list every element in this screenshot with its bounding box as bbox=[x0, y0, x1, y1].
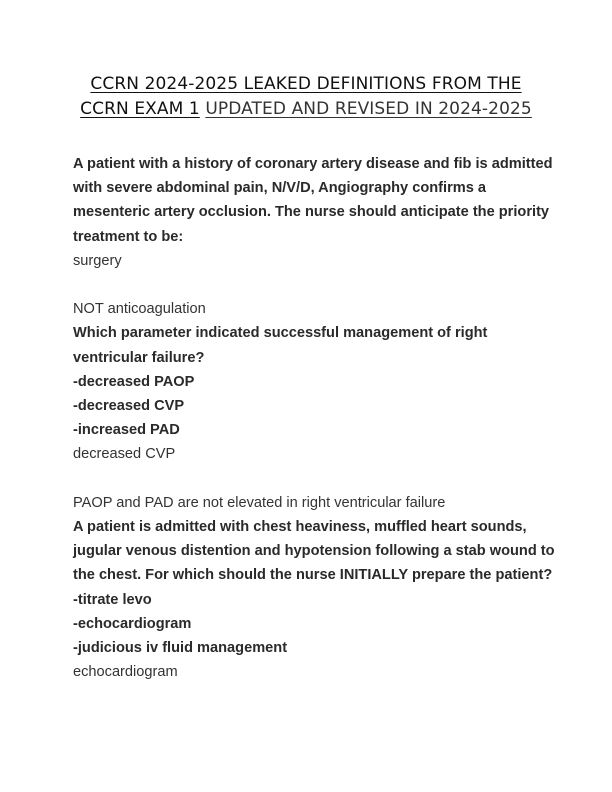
question-option: -decreased PAOP bbox=[73, 373, 195, 390]
question-option: -titrate levo bbox=[73, 591, 152, 608]
question-line: with severe abdominal pain, N/V/D, Angiography confirms a bbox=[73, 180, 487, 197]
answer-3: echocardiogram bbox=[73, 664, 178, 681]
question-line: mesenteric artery occlusion. The nurse should anticipate the priority bbox=[73, 204, 550, 221]
explanation-1: NOT anticoagulation bbox=[73, 301, 206, 318]
question-line: ventricular failure? bbox=[73, 349, 205, 366]
qa-content bbox=[73, 152, 555, 684]
question-option: -increased PAD bbox=[73, 422, 180, 439]
answer-1: surgery bbox=[73, 252, 122, 269]
question-line: jugular venous distention and hypotension following a stab wound to bbox=[73, 543, 555, 560]
spacer bbox=[73, 467, 543, 491]
question-2 bbox=[73, 321, 543, 442]
question-1 bbox=[73, 152, 553, 249]
document-title bbox=[56, 72, 556, 122]
question-option: -judicious iv fluid management bbox=[73, 640, 288, 657]
answer-2: decreased CVP bbox=[73, 446, 176, 463]
spacer bbox=[73, 273, 543, 297]
question-line: A patient is admitted with chest heaviness, muffled heart sounds, bbox=[73, 519, 527, 536]
question-line: A patient with a history of coronary artery disease and fib is admitted bbox=[73, 156, 553, 172]
question-line: treatment to be: bbox=[73, 228, 184, 245]
question-line: Which parameter indicated successful management of right bbox=[73, 325, 488, 342]
title-exam-label: CCRN EXAM 1 bbox=[80, 99, 200, 119]
question-3 bbox=[73, 515, 555, 660]
explanation-2: PAOP and PAD are not elevated in right ventricular failure bbox=[73, 494, 446, 511]
question-option: -decreased CVP bbox=[73, 398, 185, 415]
question-option: -echocardiogram bbox=[73, 615, 192, 632]
question-line: the chest. For which should the nurse INITIALLY prepare the patient? bbox=[73, 567, 553, 584]
title-revised-label: UPDATED AND REVISED IN 2024-2025 bbox=[205, 99, 532, 119]
title-line-1: CCRN 2024-2025 LEAKED DEFINITIONS FROM THE bbox=[90, 74, 522, 94]
